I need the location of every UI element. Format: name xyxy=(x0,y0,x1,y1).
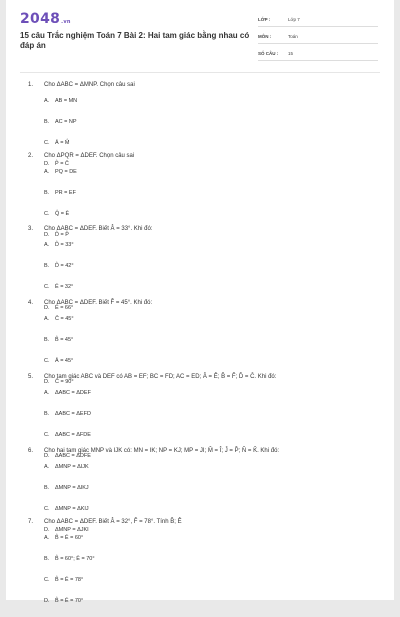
option-text: D̂ = P̂ xyxy=(55,232,69,238)
option-text: D̂ = 33° xyxy=(55,242,74,248)
question-text: Cho ΔABC = ΔDEF. Biết Â = 33°. Khi đó: xyxy=(44,226,153,232)
meta-row-count xyxy=(258,47,378,61)
option-letter: B. xyxy=(44,119,50,125)
option-letter: A. xyxy=(44,242,50,248)
answer-option[interactable] xyxy=(44,430,214,440)
question-text: Cho ΔABC = ΔDEF. Biết Â = 32°, F̂ = 78°. Tính B̂; Ê xyxy=(44,519,182,525)
answer-option[interactable] xyxy=(44,575,214,585)
question-text: Cho ΔABC = ΔDEF. Biết F̂ = 45°. Khi đó: xyxy=(44,300,153,306)
option-text: B̂ = Ê = 70° xyxy=(55,598,84,604)
meta-key: LỚP : xyxy=(258,17,271,22)
question-number: 7. xyxy=(28,519,34,525)
question-number: 2. xyxy=(28,153,34,159)
option-letter: A. xyxy=(44,390,50,396)
worksheet-page xyxy=(6,0,394,604)
option-text: Q̂ = Ê xyxy=(55,211,70,217)
option-text: ΔABC = ΔEFD xyxy=(55,411,91,417)
option-text: ΔMNP = ΔKIJ xyxy=(55,506,89,512)
answer-option[interactable] xyxy=(44,209,214,219)
answer-option[interactable] xyxy=(44,335,214,345)
option-text: B̂ = Ê = 78° xyxy=(55,577,84,583)
question-line xyxy=(28,80,378,90)
meta-key: MÔN : xyxy=(258,34,272,39)
question-number: 6. xyxy=(28,448,34,454)
option-letter: C. xyxy=(44,284,50,290)
option-text: D̂ = 42° xyxy=(55,263,74,269)
option-text: B̂ = 60°; Ê = 70° xyxy=(55,556,95,562)
meta-row-class xyxy=(258,13,378,27)
option-letter: D. xyxy=(44,305,50,311)
option-text: Ĉ = 90° xyxy=(55,379,74,385)
option-letter: B. xyxy=(44,190,50,196)
option-letter: D. xyxy=(44,453,50,459)
answer-option[interactable] xyxy=(44,188,214,198)
answer-option[interactable] xyxy=(44,596,214,606)
meta-value: Toán xyxy=(288,34,298,39)
option-letter: C. xyxy=(44,577,50,583)
meta-value: 15 xyxy=(288,51,294,56)
meta-row-subject xyxy=(258,30,378,44)
answer-option[interactable] xyxy=(44,388,214,398)
logo-text: 2048 xyxy=(20,11,61,27)
option-letter: C. xyxy=(44,506,50,512)
option-text: Ê = 32° xyxy=(55,284,74,290)
question-line xyxy=(28,517,378,527)
question-item xyxy=(28,517,378,617)
meta-table xyxy=(258,13,378,64)
option-text: PR = EF xyxy=(55,190,76,196)
option-text: ΔMNP = ΔJKI xyxy=(55,527,89,533)
option-letter: B. xyxy=(44,485,50,491)
option-text: Â = 45° xyxy=(55,358,74,364)
question-text: Cho ΔPQR = ΔDEF. Chọn câu sai xyxy=(44,153,135,159)
option-text: ΔABC = ΔDFE xyxy=(55,453,91,459)
answer-options xyxy=(44,533,378,617)
header-divider xyxy=(20,72,380,73)
question-line xyxy=(28,224,378,234)
answer-option[interactable] xyxy=(44,462,214,472)
question-text: Cho ΔABC = ΔMNP. Chọn câu sai xyxy=(44,82,135,88)
option-text: PQ = DE xyxy=(55,169,77,175)
option-text: ΔABC = ΔFDE xyxy=(55,432,91,438)
option-letter: D. xyxy=(44,232,50,238)
option-text: B̂ = Ê = 60° xyxy=(55,535,84,541)
page-title: 15 câu Trắc nghiệm Toán 7 Bài 2: Hai tam giác bằng nhau có đáp án xyxy=(20,31,250,50)
question-number: 3. xyxy=(28,226,34,232)
option-letter: B. xyxy=(44,556,50,562)
option-text: Â = M̂ xyxy=(55,140,70,146)
question-number: 1. xyxy=(28,82,34,88)
option-letter: A. xyxy=(44,169,50,175)
answer-option[interactable] xyxy=(44,409,214,419)
option-text: B̂ = 45° xyxy=(55,337,74,343)
option-letter: A. xyxy=(44,535,50,541)
worksheet-header xyxy=(6,0,394,74)
answer-option[interactable] xyxy=(44,282,214,292)
option-letter: C. xyxy=(44,358,50,364)
answer-option[interactable] xyxy=(44,117,214,127)
question-line xyxy=(28,446,378,456)
option-letter: A. xyxy=(44,98,50,104)
option-letter: D. xyxy=(44,598,50,604)
answer-option[interactable] xyxy=(44,554,214,564)
logo-suffix: .vn xyxy=(61,19,71,25)
meta-value: Lớp 7 xyxy=(288,17,300,22)
option-letter: A. xyxy=(44,464,50,470)
answer-option[interactable] xyxy=(44,356,214,366)
answer-option[interactable] xyxy=(44,483,214,493)
question-line xyxy=(28,372,378,382)
option-letter: C. xyxy=(44,140,50,146)
answer-option[interactable] xyxy=(44,314,214,324)
option-text: Ĉ = 45° xyxy=(55,316,74,322)
option-letter: C. xyxy=(44,211,50,217)
option-letter: B. xyxy=(44,263,50,269)
option-text: Ê = 66° xyxy=(55,305,74,311)
answer-option[interactable] xyxy=(44,96,214,106)
option-text: ΔABC = ΔDEF xyxy=(55,390,91,396)
answer-option[interactable] xyxy=(44,167,214,177)
question-number: 4. xyxy=(28,300,34,306)
option-text: ΔMNP = ΔIKJ xyxy=(55,485,89,491)
option-letter: A. xyxy=(44,316,50,322)
site-logo[interactable] xyxy=(20,11,71,27)
answer-option[interactable] xyxy=(44,138,214,148)
question-line xyxy=(28,298,378,308)
option-letter: D. xyxy=(44,527,50,533)
answer-option[interactable] xyxy=(44,240,214,250)
meta-key: SỐ CÂU : xyxy=(258,51,279,56)
option-letter: C. xyxy=(44,432,50,438)
question-text: Cho tam giác ABC và DEF có AB = EF; BC = FD; AC = ED; Â = Ê; B̂ = F̂; D̂ = Ĉ. Khi đó: xyxy=(44,374,277,380)
answer-option[interactable] xyxy=(44,504,214,514)
option-letter: B. xyxy=(44,337,50,343)
option-text: AC = NP xyxy=(55,119,77,125)
answer-option[interactable] xyxy=(44,533,214,543)
question-line xyxy=(28,151,378,161)
option-text: ΔMNP = ΔIJK xyxy=(55,464,89,470)
option-text: AB = MN xyxy=(55,98,78,104)
answer-option[interactable] xyxy=(44,261,214,271)
option-letter: B. xyxy=(44,411,50,417)
option-letter: D. xyxy=(44,379,50,385)
option-letter: D. xyxy=(44,161,50,167)
question-text: Cho hai tam giác MNP và IJK có: MN = IK; NP = KJ; MP = JI; M̂ = Î; Ĵ = P̂; N̂ = K̂. Khi đó: xyxy=(44,448,280,454)
question-number: 5. xyxy=(28,374,34,380)
option-text: P̂ = Ĉ xyxy=(55,161,69,167)
